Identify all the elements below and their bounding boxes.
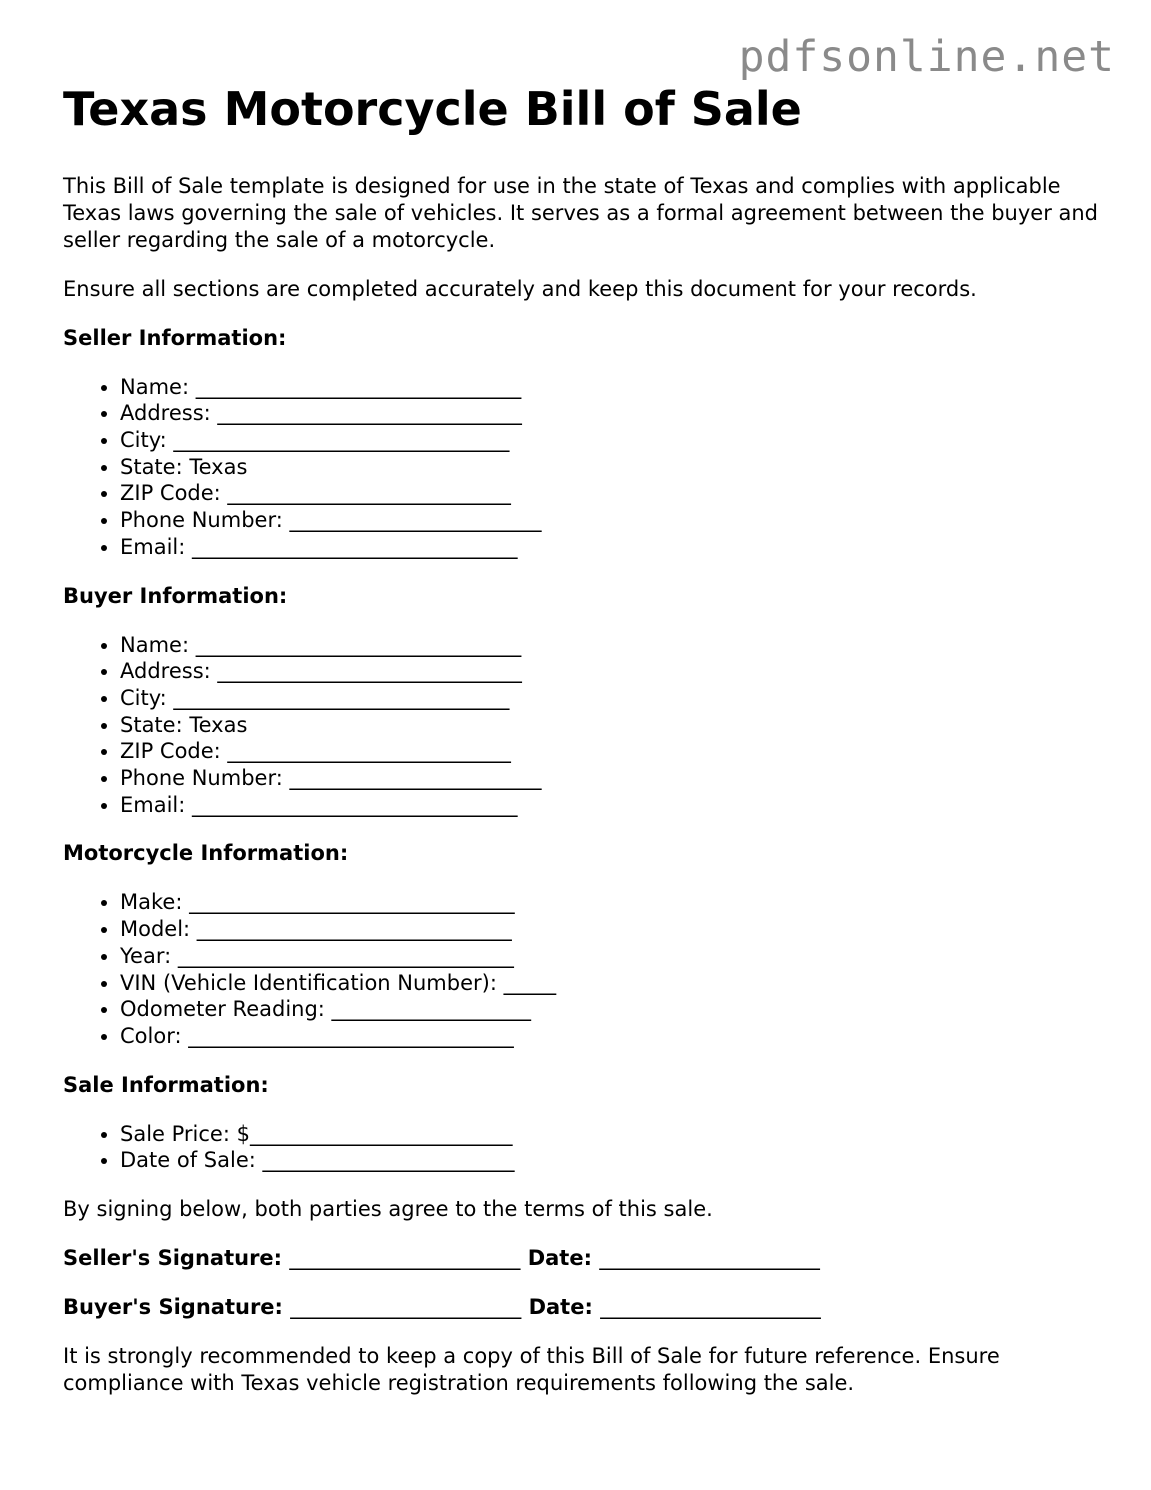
- ensure-paragraph: Ensure all sections are completed accurately and keep this document for your records.: [63, 276, 977, 301]
- document-title: Texas Motorcycle Bill of Sale: [63, 82, 802, 136]
- seller-signature-label: Seller's Signature:: [63, 1246, 283, 1271]
- motorcycle-odometer-field: • Odometer Reading: ___________________: [120, 996, 1103, 1023]
- motorcycle-year-field: • Year: ________________________________: [120, 943, 1103, 970]
- seller-date-label: Date:: [527, 1246, 592, 1271]
- buyer-email-field: • Email: _______________________________: [120, 792, 1103, 819]
- seller-field-list: [63, 374, 1103, 561]
- buyer-date-label: Date:: [528, 1295, 593, 1320]
- seller-date-line: _____________________: [599, 1246, 820, 1271]
- buyer-address-field: • Address: _____________________________: [120, 658, 1103, 685]
- seller-signature-line: ______________________: [289, 1246, 521, 1271]
- buyer-field-list: [63, 632, 1103, 819]
- motorcycle-heading: Motorcycle Information:: [63, 841, 349, 866]
- seller-zip-field: • ZIP Code: ___________________________: [120, 480, 1103, 507]
- agreement-paragraph: By signing below, both parties agree to the terms of this sale.: [63, 1197, 713, 1222]
- buyer-city-field: • City: ________________________________: [120, 685, 1103, 712]
- motorcycle-make-field: • Make: _______________________________: [120, 889, 1103, 916]
- buyer-signature-row: [63, 1294, 1103, 1321]
- motorcycle-vin-field: • VIN (Vehicle Identification Number): _____: [120, 970, 1103, 997]
- seller-address-field: • Address: _____________________________: [120, 400, 1103, 427]
- buyer-zip-field: • ZIP Code: ___________________________: [120, 738, 1103, 765]
- seller-city-field: • City: ________________________________: [120, 427, 1103, 454]
- sale-heading: Sale Information:: [63, 1072, 269, 1097]
- document-page: [63, 84, 1103, 1397]
- seller-heading: Seller Information:: [63, 325, 287, 350]
- intro-paragraph: This Bill of Sale template is designed for use in the state of Texas and complies with applicable Texas laws governing the sale of vehicles. It serves as a formal agreement between the buyer and seller regarding the sale of a motorcycle.: [63, 173, 1099, 252]
- motorcycle-color-field: • Color: _______________________________: [120, 1023, 1103, 1050]
- buyer-signature-line: ______________________: [290, 1295, 522, 1320]
- motorcycle-field-list: [63, 889, 1103, 1049]
- sale-field-list: [63, 1121, 1103, 1174]
- buyer-name-field: • Name: _______________________________: [120, 632, 1103, 659]
- seller-state-field: • State: Texas: [120, 454, 1103, 481]
- buyer-heading: Buyer Information:: [63, 583, 288, 608]
- buyer-state-field: • State: Texas: [120, 712, 1103, 739]
- seller-phone-field: • Phone Number: ________________________: [120, 507, 1103, 534]
- buyer-date-line: _____________________: [600, 1295, 821, 1320]
- seller-signature-row: [63, 1245, 1103, 1272]
- watermark: pdfsonline.net: [738, 32, 1115, 82]
- sale-date-field: • Date of Sale: ________________________: [120, 1147, 1103, 1174]
- buyer-phone-field: • Phone Number: ________________________: [120, 765, 1103, 792]
- motorcycle-model-field: • Model: ______________________________: [120, 916, 1103, 943]
- seller-email-field: • Email: _______________________________: [120, 534, 1103, 561]
- seller-name-field: • Name: _______________________________: [120, 374, 1103, 401]
- buyer-signature-label: Buyer's Signature:: [63, 1295, 283, 1320]
- sale-price-field: • Sale Price: $_________________________: [120, 1121, 1103, 1148]
- closing-paragraph: It is strongly recommended to keep a copy of this Bill of Sale for future reference. Ensure compliance with Texas vehicle registration requirements following the sale.: [63, 1344, 1000, 1396]
